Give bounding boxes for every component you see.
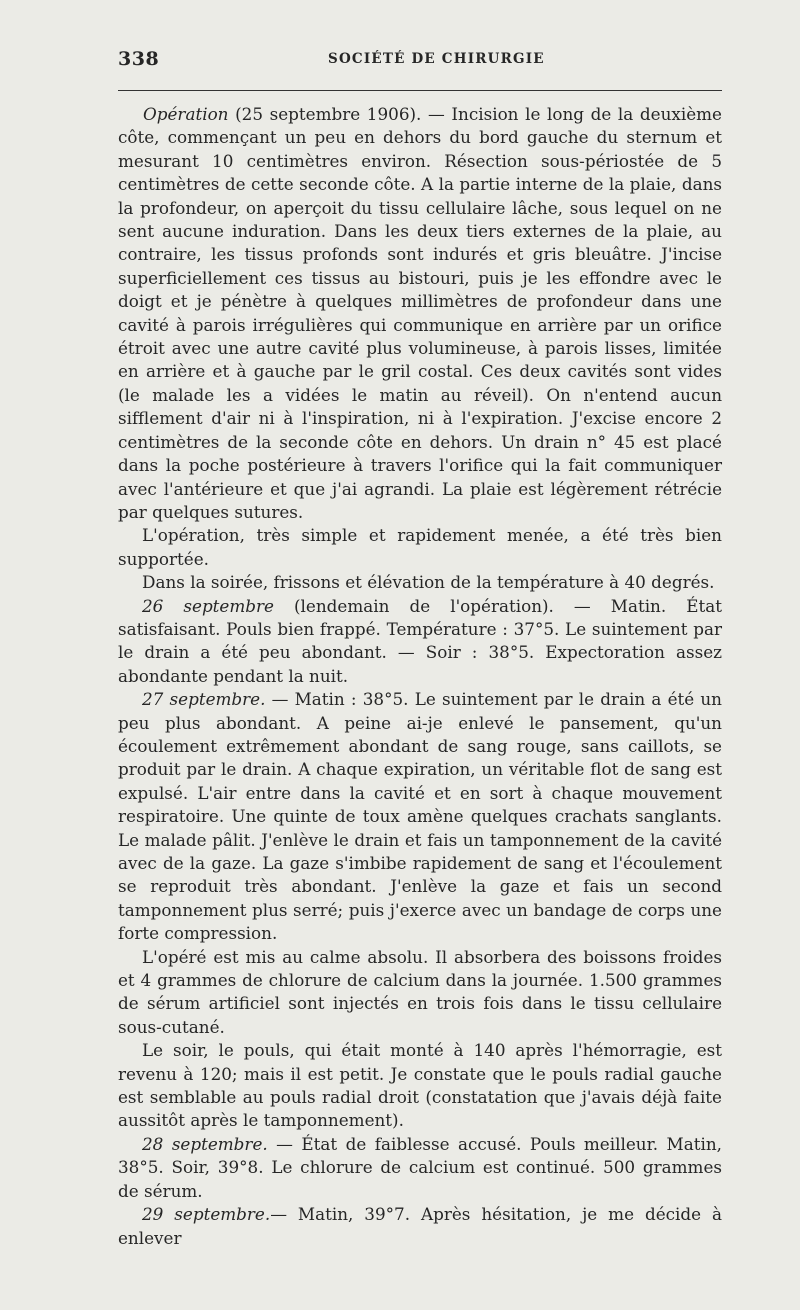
paragraph-lead: 27 septembre. <box>142 689 266 710</box>
paragraph-text: — Matin, 39°7. Après hésitation, je me décide à enlever <box>118 1204 723 1248</box>
paragraph-operation <box>118 103 722 524</box>
body-text <box>118 103 722 1250</box>
paragraph-lead: Opération <box>143 104 229 124</box>
paragraph-text: — État de faiblesse accusé. Pouls meilleur. Matin, 38°5. Soir, 39°8. Le chlorure de calcium est continué. 500 grammes de sérum. <box>118 1133 722 1201</box>
paragraph-text: L'opération, très simple et rapidement menée, a été très bien supportée. <box>118 525 722 569</box>
paragraph-26-september <box>118 595 722 689</box>
paragraph-treatment <box>118 946 722 1040</box>
paragraph-lead: 29 septembre. <box>142 1204 271 1225</box>
paragraph-text: (lendemain de l'opération). — Matin. État satisfaisant. Pouls bien frappé. Température : 37°5. Le suintement par le drain a été peu abondant. — Soir : 38°5. Expectoration assez abondante pendant la nuit. <box>118 595 722 686</box>
paragraph-29-september <box>118 1203 722 1250</box>
header-rule <box>118 90 722 91</box>
paragraph-text: (25 septembre 1906). — Incision le long de la deuxième côte, commençant un peu en dehors du bord gauche du sternum et mesurant 10 centimètres environ. Résection sous-périostée de 5 centimètres de cette seconde côte. A la partie interne de la plaie, dans la profondeur, on aperçoit du tissu cellulaire lâche, sous lequel on ne sent aucune induration. Dans les deux tiers externes de la plaie, au contraire, les tissus profonds sont indurés et gris bleuâtre. J'incise superficiellement ces tissus au bistouri, puis je les effondre avec le doigt et je pénètre à quelques millimètres de profondeur dans une cavité à parois irrégulières qui communique en arrière par un orifice étroit avec une autre cavité plus volumineuse, à parois lisses, limitée en arrière et à gauche par le gril costal. Ces deux cavités sont vides (le malade les a vidées le matin au réveil). On n'entend aucun sifflement d'air ni à l'inspiration, ni à l'expiration. J'excise encore 2 centimètres de la seconde côte en dehors. Un drain n° 45 est placé dans la poche postérieure à travers l'orifice qui la fait communiquer avec l'antérieure et que j'ai agrandi. La plaie est légèrement rétrécie par quelques sutures. <box>118 104 722 522</box>
paragraph-text: Dans la soirée, frissons et élévation de la température à 40 degrés. <box>142 572 715 593</box>
paragraph-28-september <box>118 1133 722 1203</box>
paragraph-lead: 28 septembre. <box>142 1133 268 1154</box>
paragraph-operation-summary <box>118 524 722 571</box>
paragraph-lead: 26 septembre <box>142 595 274 616</box>
paragraph-27-september <box>118 688 722 945</box>
page-header <box>118 48 722 76</box>
paragraph-pulse <box>118 1039 722 1133</box>
running-title: SOCIÉTÉ DE CHIRURGIE <box>328 51 545 67</box>
page-number: 338 <box>118 48 160 70</box>
paragraph-text: L'opéré est mis au calme absolu. Il absorbera des boissons froides et 4 grammes de chlorure de calcium dans la journée. 1.500 grammes de sérum artificiel sont injectés en trois fois dans le tissu cellulaire sous-cutané. <box>118 946 722 1037</box>
paragraph-evening <box>118 571 722 594</box>
paragraph-text: — Matin : 38°5. Le suintement par le drain a été un peu plus abondant. A peine ai-je enlevé le pansement, qu'un écoulement extrêmement abondant de sang rouge, sans caillots, se produit par le drain. A chaque expiration, un véritable flot de sang est expulsé. L'air entre dans la cavité et en sort à chaque mouvement respiratoire. Une quinte de toux amène quelques crachats sanglants. Le malade pâlit. J'enlève le drain et fais un tamponnement de la cavité avec de la gaze. La gaze s'imbibe rapidement de sang et l'écoulement se reproduit très abondant. J'enlève la gaze et fais un second tamponnement plus serré; puis j'exerce avec un bandage de corps une forte compression. <box>118 689 722 944</box>
paragraph-text: Le soir, le pouls, qui était monté à 140 après l'hémorragie, est revenu à 120; mais il est petit. Je constate que le pouls radial gauche est semblable au pouls radial droit (constatation que j'avais déjà faite aussitôt après le tamponnement). <box>118 1040 722 1131</box>
